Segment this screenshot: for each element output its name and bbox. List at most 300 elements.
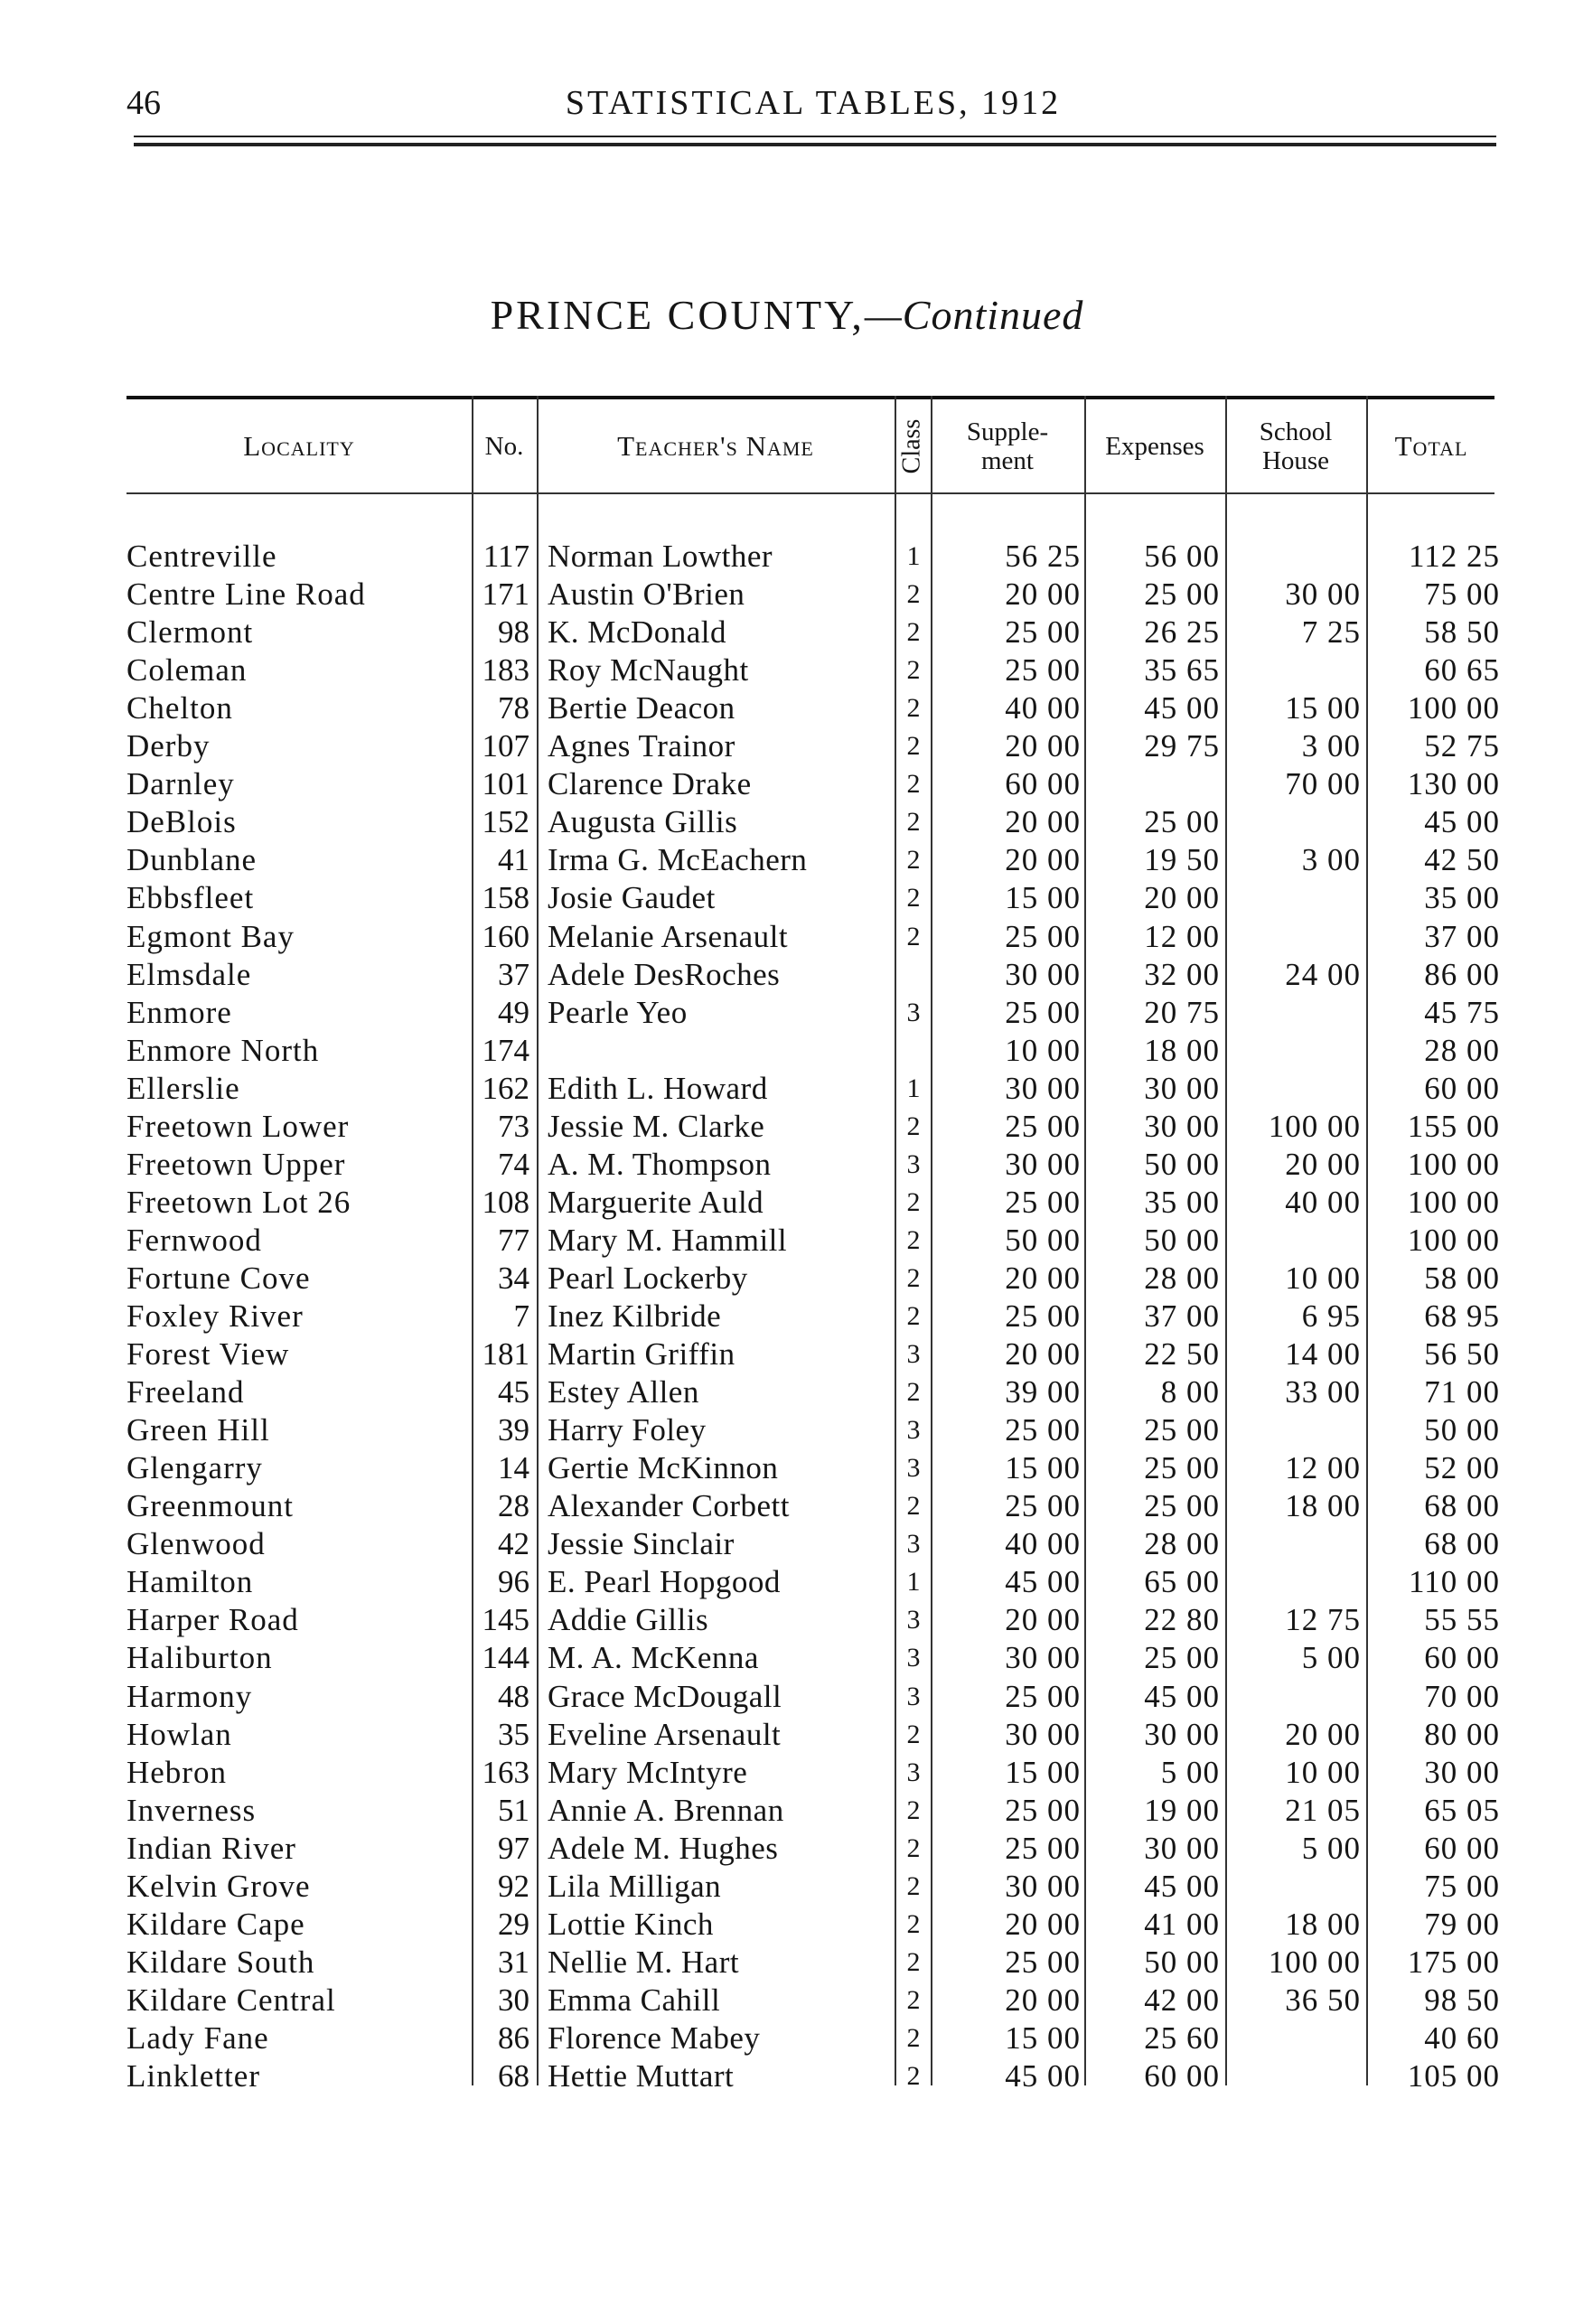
expenses-cell: 30 00 — [1144, 1070, 1220, 1106]
expenses-cell: 37 00 — [1144, 1298, 1220, 1334]
locality-cell: Freeland — [126, 1374, 245, 1410]
teacher-name-cell: Marguerite Auld — [548, 1184, 764, 1220]
total-cell: 60 00 — [1424, 1640, 1500, 1676]
table-row — [0, 1487, 1574, 1525]
total-cell: 100 00 — [1407, 690, 1500, 726]
class-cell: 2 — [906, 769, 921, 800]
supplement-cell: 20 00 — [1005, 1602, 1081, 1638]
class-cell: 2 — [906, 921, 921, 951]
header-school-house-line2: House — [1261, 446, 1330, 475]
school-house-cell: 20 00 — [1285, 1146, 1361, 1182]
locality-cell: Darnley — [126, 766, 235, 802]
supplement-cell: 30 00 — [1005, 1070, 1081, 1106]
school-house-cell: 100 00 — [1268, 1108, 1361, 1144]
locality-cell: Inverness — [126, 1792, 257, 1828]
total-cell: 105 00 — [1407, 2058, 1500, 2094]
number-cell: 28 — [498, 1488, 529, 1524]
locality-cell: Clermont — [126, 614, 254, 651]
school-house-cell: 100 00 — [1268, 1944, 1361, 1980]
locality-cell: Centreville — [126, 539, 277, 574]
supplement-cell: 15 00 — [1005, 880, 1081, 916]
locality-cell: Glenwood — [126, 1526, 266, 1562]
table-top-rule — [126, 396, 1494, 399]
teacher-name-cell: Gertie McKinnon — [548, 1450, 779, 1486]
school-house-cell: 7 25 — [1301, 614, 1361, 651]
locality-cell: Glengarry — [126, 1450, 263, 1486]
supplement-cell: 20 00 — [1005, 842, 1081, 878]
school-house-cell: 21 05 — [1285, 1792, 1361, 1828]
school-house-cell: 10 00 — [1285, 1754, 1361, 1790]
locality-cell: Egmont Bay — [126, 918, 295, 954]
total-cell: 100 00 — [1407, 1184, 1500, 1220]
total-cell: 75 00 — [1424, 576, 1500, 613]
total-cell: 30 00 — [1424, 1754, 1500, 1790]
class-cell: 2 — [906, 655, 921, 686]
teacher-name-cell: Augusta Gillis — [548, 804, 738, 840]
header-rule-thin — [134, 136, 1496, 137]
total-cell: 56 50 — [1424, 1336, 1500, 1373]
expenses-cell: 25 00 — [1144, 1640, 1220, 1676]
class-cell: 3 — [906, 1681, 921, 1711]
locality-cell: Freetown Lot 26 — [126, 1184, 351, 1220]
total-cell: 75 00 — [1424, 1868, 1500, 1904]
school-house-cell: 10 00 — [1285, 1260, 1361, 1296]
teacher-name-cell: Inez Kilbride — [548, 1298, 722, 1334]
expenses-cell: 30 00 — [1144, 1830, 1220, 1866]
supplement-cell: 25 00 — [1005, 1184, 1081, 1220]
number-cell: 145 — [482, 1602, 529, 1638]
table-row — [0, 651, 1574, 689]
table-row — [0, 1563, 1574, 1601]
class-cell: 2 — [906, 807, 921, 838]
class-cell: 2 — [906, 693, 921, 724]
table-header-rule — [126, 492, 1494, 494]
number-cell: 92 — [498, 1868, 529, 1904]
supplement-cell: 39 00 — [1005, 1374, 1081, 1410]
table-row — [0, 841, 1574, 879]
number-cell: 108 — [482, 1184, 529, 1220]
total-cell: 71 00 — [1424, 1374, 1500, 1410]
expenses-cell: 30 00 — [1144, 1108, 1220, 1144]
class-cell: 2 — [906, 1186, 921, 1217]
teacher-name-cell: Hettie Muttart — [548, 2058, 735, 2094]
teacher-name-cell: Estey Allen — [548, 1374, 699, 1410]
teacher-name-cell: Addie Gillis — [548, 1602, 709, 1638]
supplement-cell: 15 00 — [1005, 1754, 1081, 1790]
school-house-cell: 36 50 — [1285, 1982, 1361, 2018]
expenses-cell: 25 00 — [1144, 576, 1220, 613]
section-title-text: PRINCE COUNTY, — [490, 292, 865, 338]
teacher-name-cell: Jessie M. Clarke — [548, 1108, 765, 1144]
header-teacher-name: Teacher's Name — [617, 430, 814, 462]
expenses-cell: 56 00 — [1144, 539, 1220, 574]
supplement-cell: 50 00 — [1005, 1222, 1081, 1258]
supplement-cell: 25 00 — [1005, 1944, 1081, 1980]
locality-cell: Derby — [126, 728, 211, 764]
table-row — [0, 2019, 1574, 2057]
table-row — [0, 1070, 1574, 1108]
supplement-cell: 45 00 — [1005, 2058, 1081, 2094]
expenses-cell: 25 60 — [1144, 2019, 1220, 2056]
number-cell: 39 — [498, 1412, 529, 1448]
supplement-cell: 25 00 — [1005, 1678, 1081, 1714]
school-house-cell: 5 00 — [1301, 1830, 1361, 1866]
number-cell: 31 — [498, 1944, 529, 1980]
expenses-cell: 12 00 — [1144, 918, 1220, 954]
total-cell: 42 50 — [1424, 842, 1500, 878]
expenses-cell: 35 00 — [1144, 1184, 1220, 1220]
supplement-cell: 20 00 — [1005, 1906, 1081, 1942]
class-cell: 2 — [906, 579, 921, 610]
supplement-cell: 10 00 — [1005, 1032, 1081, 1068]
number-cell: 35 — [498, 1716, 529, 1752]
class-cell: 2 — [906, 2022, 921, 2053]
expenses-cell: 19 50 — [1144, 842, 1220, 878]
school-house-cell: 3 00 — [1301, 728, 1361, 764]
number-cell: 73 — [498, 1108, 529, 1144]
teacher-name-cell: E. Pearl Hopgood — [548, 1564, 781, 1600]
expenses-cell: 25 00 — [1144, 1488, 1220, 1524]
total-cell: 60 00 — [1424, 1070, 1500, 1106]
number-cell: 181 — [482, 1336, 529, 1373]
supplement-cell: 30 00 — [1005, 956, 1081, 992]
class-cell: 2 — [906, 1870, 921, 1901]
expenses-cell: 28 00 — [1144, 1260, 1220, 1296]
header-locality: Locality — [243, 430, 355, 462]
teacher-name-cell: Jessie Sinclair — [548, 1526, 735, 1562]
table-row — [0, 765, 1574, 803]
expenses-cell: 22 50 — [1144, 1336, 1220, 1373]
teacher-name-cell: Edith L. Howard — [548, 1070, 768, 1106]
total-cell: 70 00 — [1424, 1678, 1500, 1714]
teacher-name-cell: Melanie Arsenault — [548, 918, 789, 954]
school-house-cell: 40 00 — [1285, 1184, 1361, 1220]
school-house-cell: 14 00 — [1285, 1336, 1361, 1373]
total-cell: 45 75 — [1424, 994, 1500, 1030]
page-number: 46 — [126, 84, 161, 122]
total-cell: 58 50 — [1424, 614, 1500, 651]
class-cell: 2 — [906, 1832, 921, 1863]
class-cell: 1 — [906, 1073, 921, 1103]
number-cell: 97 — [498, 1830, 529, 1866]
school-house-cell: 12 00 — [1285, 1450, 1361, 1486]
header-class-text: Class — [897, 418, 925, 474]
number-cell: 98 — [498, 614, 529, 651]
class-cell: 1 — [906, 1567, 921, 1598]
header-class — [896, 403, 927, 490]
supplement-cell: 56 25 — [1005, 539, 1081, 574]
school-house-cell: 6 95 — [1301, 1298, 1361, 1334]
total-cell: 40 60 — [1424, 2019, 1500, 2056]
number-cell: 34 — [498, 1260, 529, 1296]
number-cell: 78 — [498, 690, 529, 726]
school-house-cell: 3 00 — [1301, 842, 1361, 878]
header-total: Total — [1394, 430, 1468, 462]
number-cell: 77 — [498, 1222, 529, 1258]
total-cell: 37 00 — [1424, 918, 1500, 954]
table-row — [0, 576, 1574, 614]
school-house-cell: 24 00 — [1285, 956, 1361, 992]
class-cell: 2 — [906, 1224, 921, 1255]
locality-cell: Forest View — [126, 1336, 290, 1373]
locality-cell: Green Hill — [126, 1412, 270, 1448]
school-house-cell: 15 00 — [1285, 690, 1361, 726]
supplement-cell: 25 00 — [1005, 1412, 1081, 1448]
table-row — [0, 803, 1574, 841]
total-cell: 28 00 — [1424, 1032, 1500, 1068]
table-row — [0, 918, 1574, 956]
expenses-cell: 45 00 — [1144, 1678, 1220, 1714]
expenses-cell: 20 00 — [1144, 880, 1220, 916]
locality-cell: Ebbsfleet — [126, 880, 255, 916]
class-cell: 3 — [906, 1453, 921, 1484]
class-cell: 2 — [906, 1262, 921, 1293]
teacher-name-cell: Bertie Deacon — [548, 690, 735, 726]
total-cell: 68 00 — [1424, 1488, 1500, 1524]
expenses-cell: 25 00 — [1144, 804, 1220, 840]
school-house-cell: 30 00 — [1285, 576, 1361, 613]
locality-cell: Elmsdale — [126, 956, 252, 992]
teacher-name-cell: Agnes Trainor — [548, 728, 735, 764]
number-cell: 7 — [513, 1298, 529, 1334]
class-cell: 3 — [906, 1605, 921, 1635]
class-cell: 3 — [906, 1529, 921, 1560]
locality-cell: Harmony — [126, 1678, 253, 1714]
teacher-name-cell: Clarence Drake — [548, 766, 752, 802]
table-row — [0, 1601, 1574, 1639]
header-rule-thick — [134, 143, 1496, 146]
expenses-cell: 45 00 — [1144, 1868, 1220, 1904]
expenses-cell: 28 00 — [1144, 1526, 1220, 1562]
number-cell: 86 — [498, 2019, 529, 2056]
locality-cell: Freetown Lower — [126, 1108, 350, 1144]
table-row — [0, 1906, 1574, 1944]
expenses-cell: 50 00 — [1144, 1944, 1220, 1980]
expenses-cell: 20 75 — [1144, 994, 1220, 1030]
class-cell: 2 — [906, 1491, 921, 1522]
number-cell: 30 — [498, 1982, 529, 2018]
total-cell: 65 05 — [1424, 1792, 1500, 1828]
total-cell: 80 00 — [1424, 1716, 1500, 1752]
supplement-cell: 30 00 — [1005, 1868, 1081, 1904]
teacher-name-cell: M. A. McKenna — [548, 1640, 759, 1676]
total-cell: 58 00 — [1424, 1260, 1500, 1296]
number-cell: 14 — [498, 1450, 529, 1486]
number-cell: 49 — [498, 994, 529, 1030]
table-row — [0, 956, 1574, 994]
locality-cell: DeBlois — [126, 804, 237, 840]
class-cell: 3 — [906, 1339, 921, 1370]
table-row — [0, 1678, 1574, 1716]
table-row — [0, 1754, 1574, 1792]
table-row — [0, 1639, 1574, 1677]
number-cell: 144 — [482, 1640, 529, 1676]
supplement-cell: 25 00 — [1005, 1830, 1081, 1866]
supplement-cell: 40 00 — [1005, 1526, 1081, 1562]
number-cell: 68 — [498, 2058, 529, 2094]
class-cell: 2 — [906, 617, 921, 648]
number-cell: 37 — [498, 956, 529, 992]
number-cell: 117 — [483, 539, 529, 574]
teacher-name-cell: Nellie M. Hart — [548, 1944, 740, 1980]
expenses-cell: 25 00 — [1144, 1450, 1220, 1486]
locality-cell: Enmore North — [126, 1032, 320, 1068]
table-row — [0, 1298, 1574, 1335]
locality-cell: Kildare Central — [126, 1982, 336, 2018]
class-cell: 2 — [906, 845, 921, 876]
supplement-cell: 20 00 — [1005, 576, 1081, 613]
teacher-name-cell: Pearl Lockerby — [548, 1260, 748, 1296]
class-cell: 2 — [906, 1795, 921, 1825]
supplement-cell: 20 00 — [1005, 1982, 1081, 2018]
total-cell: 55 55 — [1424, 1602, 1500, 1638]
expenses-cell: 41 00 — [1144, 1906, 1220, 1942]
table-row — [0, 1944, 1574, 1982]
number-cell: 174 — [482, 1032, 529, 1068]
expenses-cell: 29 75 — [1144, 728, 1220, 764]
supplement-cell: 30 00 — [1005, 1146, 1081, 1182]
header-supplement-line2: ment — [981, 446, 1034, 475]
class-cell: 3 — [906, 1415, 921, 1446]
locality-cell: Dunblane — [126, 842, 258, 878]
number-cell: 162 — [482, 1070, 529, 1106]
table-row — [0, 1792, 1574, 1830]
locality-cell: Howlan — [126, 1716, 232, 1752]
class-cell: 3 — [906, 997, 921, 1027]
header-expenses: Expenses — [1105, 432, 1204, 461]
teacher-name-cell: Lila Milligan — [548, 1868, 722, 1904]
total-cell: 45 00 — [1424, 804, 1500, 840]
supplement-cell: 20 00 — [1005, 728, 1081, 764]
number-cell: 101 — [482, 766, 529, 802]
school-house-cell: 5 00 — [1301, 1640, 1361, 1676]
locality-cell: Freetown Upper — [126, 1146, 346, 1182]
supplement-cell: 25 00 — [1005, 1108, 1081, 1144]
class-cell: 1 — [906, 541, 921, 571]
locality-cell: Indian River — [126, 1830, 296, 1866]
total-cell: 86 00 — [1424, 956, 1500, 992]
class-cell: 2 — [906, 2061, 921, 2091]
supplement-cell: 25 00 — [1005, 1488, 1081, 1524]
table-row — [0, 1411, 1574, 1449]
expenses-cell: 60 00 — [1144, 2058, 1220, 2094]
number-cell: 51 — [498, 1792, 529, 1828]
table-row — [0, 1335, 1574, 1373]
locality-cell: Haliburton — [126, 1640, 273, 1676]
expenses-cell: 25 00 — [1144, 1412, 1220, 1448]
teacher-name-cell: Pearle Yeo — [548, 994, 688, 1030]
expenses-cell: 35 65 — [1144, 652, 1220, 689]
locality-cell: Fernwood — [126, 1222, 262, 1258]
supplement-cell: 25 00 — [1005, 1298, 1081, 1334]
expenses-cell: 18 00 — [1144, 1032, 1220, 1068]
teacher-name-cell: A. M. Thompson — [548, 1146, 772, 1182]
teacher-name-cell: Martin Griffin — [548, 1336, 735, 1373]
class-cell: 3 — [906, 1643, 921, 1673]
total-cell: 35 00 — [1424, 880, 1500, 916]
class-cell: 2 — [906, 1719, 921, 1749]
locality-cell: Hebron — [126, 1754, 227, 1790]
locality-cell: Kelvin Grove — [126, 1868, 311, 1904]
teacher-name-cell: Josie Gaudet — [548, 880, 716, 916]
table-row — [0, 689, 1574, 727]
teacher-name-cell: Austin O'Brien — [548, 576, 745, 613]
school-house-cell: 18 00 — [1285, 1488, 1361, 1524]
total-cell: 130 00 — [1407, 766, 1500, 802]
total-cell: 98 50 — [1424, 1982, 1500, 2018]
teacher-name-cell: Harry Foley — [548, 1412, 707, 1448]
number-cell: 152 — [482, 804, 529, 840]
table-row — [0, 1032, 1574, 1070]
teacher-name-cell: Florence Mabey — [548, 2019, 761, 2056]
locality-cell: Greenmount — [126, 1488, 294, 1524]
class-cell: 2 — [906, 1908, 921, 1939]
number-cell: 42 — [498, 1526, 529, 1562]
class-cell: 3 — [906, 1757, 921, 1787]
number-cell: 183 — [482, 652, 529, 689]
teacher-name-cell: Adele DesRoches — [548, 956, 781, 992]
table-row — [0, 538, 1574, 576]
expenses-cell: 42 00 — [1144, 1982, 1220, 2018]
class-cell: 2 — [906, 1377, 921, 1408]
teacher-name-cell: Roy McNaught — [548, 652, 749, 689]
supplement-cell: 20 00 — [1005, 1336, 1081, 1373]
teacher-name-cell: Grace McDougall — [548, 1678, 782, 1714]
teacher-name-cell: Mary McIntyre — [548, 1754, 748, 1790]
expenses-cell: 26 25 — [1144, 614, 1220, 651]
expenses-cell: 8 00 — [1160, 1374, 1220, 1410]
supplement-cell: 20 00 — [1005, 804, 1081, 840]
header-school-house-line1: School — [1259, 417, 1333, 446]
expenses-cell: 32 00 — [1144, 956, 1220, 992]
number-cell: 41 — [498, 842, 529, 878]
total-cell: 60 65 — [1424, 652, 1500, 689]
table-row — [0, 1525, 1574, 1563]
locality-cell: Centre Line Road — [126, 576, 366, 613]
class-cell: 2 — [906, 883, 921, 914]
header-no: No. — [484, 432, 524, 461]
total-cell: 52 00 — [1424, 1450, 1500, 1486]
class-cell: 2 — [906, 1984, 921, 2015]
teacher-name-cell: Annie A. Brennan — [548, 1792, 784, 1828]
supplement-cell: 30 00 — [1005, 1640, 1081, 1676]
table-row — [0, 614, 1574, 651]
section-title — [0, 291, 1574, 339]
total-cell: 100 00 — [1407, 1222, 1500, 1258]
teacher-name-cell: Eveline Arsenault — [548, 1716, 782, 1752]
expenses-cell: 65 00 — [1144, 1564, 1220, 1600]
number-cell: 171 — [482, 576, 529, 613]
teacher-name-cell: Emma Cahill — [548, 1982, 721, 2018]
table-row — [0, 1184, 1574, 1222]
locality-cell: Foxley River — [126, 1298, 304, 1334]
supplement-cell: 40 00 — [1005, 690, 1081, 726]
locality-cell: Harper Road — [126, 1602, 299, 1638]
table-row — [0, 1260, 1574, 1298]
total-cell: 52 75 — [1424, 728, 1500, 764]
supplement-cell: 25 00 — [1005, 918, 1081, 954]
number-cell: 96 — [498, 1564, 529, 1600]
locality-cell: Linkletter — [126, 2058, 261, 2094]
school-house-cell: 12 75 — [1285, 1602, 1361, 1638]
teacher-name-cell: Alexander Corbett — [548, 1488, 790, 1524]
supplement-cell: 20 00 — [1005, 1260, 1081, 1296]
expenses-cell: 45 00 — [1144, 690, 1220, 726]
total-cell: 112 25 — [1409, 539, 1500, 574]
expenses-cell: 50 00 — [1144, 1222, 1220, 1258]
teacher-name-cell: Adele M. Hughes — [548, 1830, 779, 1866]
table-row — [0, 994, 1574, 1032]
